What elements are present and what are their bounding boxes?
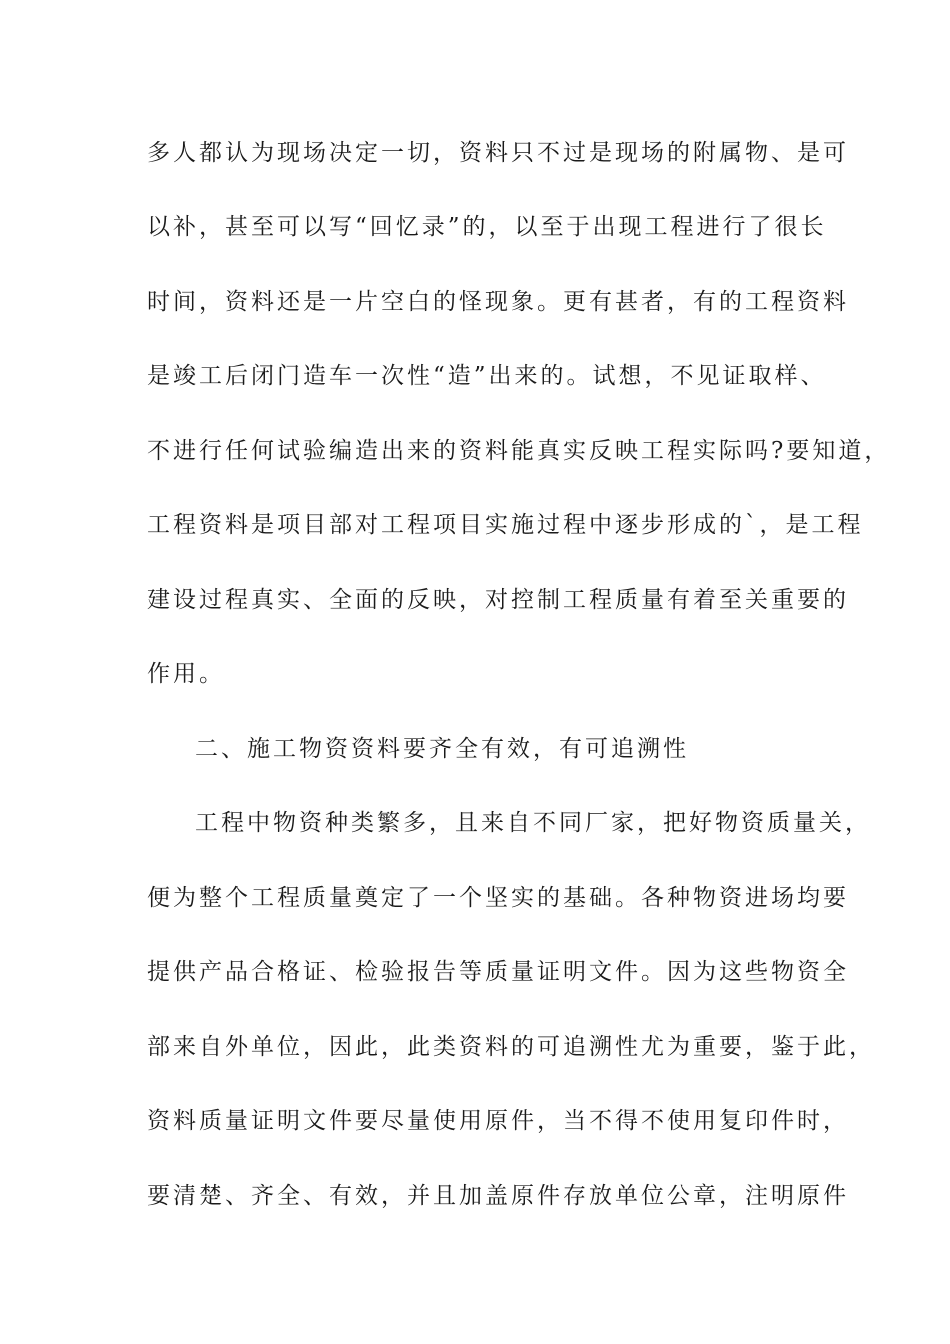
paragraph-line-1: 多人都认为现场决定一切，资料只不过是现场的附属物、是可 — [147, 140, 849, 166]
section-heading: 二、施工物资资料要齐全有效，有可追溯性 — [195, 736, 689, 762]
section-line-2: 便为整个工程质量奠定了一个坚实的基础。各种物资进场均要 — [147, 885, 849, 911]
section-line-1: 工程中物资种类繁多，且来自不同厂家，把好物资质量关， — [195, 810, 871, 836]
paragraph-line-8: 作用。 — [147, 661, 225, 687]
paragraph-line-6: 工程资料是项目部对工程项目实施过程中逐步形成的`，是工程 — [147, 512, 864, 538]
section-line-4: 部来自外单位，因此，此类资料的可追溯性尤为重要，鉴于此， — [147, 1034, 875, 1060]
paragraph-line-4: 是竣工后闭门造车一次性“造”出来的。试想，不见证取样、 — [147, 363, 827, 389]
paragraph-line-7: 建设过程真实、全面的反映，对控制工程质量有着至关重要的 — [147, 587, 849, 613]
section-line-6: 要清楚、齐全、有效，并且加盖原件存放单位公章，注明原件 — [147, 1183, 849, 1209]
section-line-3: 提供产品合格证、检验报告等质量证明文件。因为这些物资全 — [147, 959, 849, 985]
paragraph-line-2: 以补，甚至可以写“回忆录”的，以至于出现工程进行了很长 — [147, 214, 827, 240]
section-line-5: 资料质量证明文件要尽量使用原件，当不得不使用复印件时， — [147, 1108, 849, 1134]
paragraph-line-3: 时间，资料还是一片空白的怪现象。更有甚者，有的工程资料 — [147, 289, 849, 315]
paragraph-line-5: 不进行任何试验编造出来的资料能真实反映工程实际吗?要知道， — [147, 438, 891, 464]
